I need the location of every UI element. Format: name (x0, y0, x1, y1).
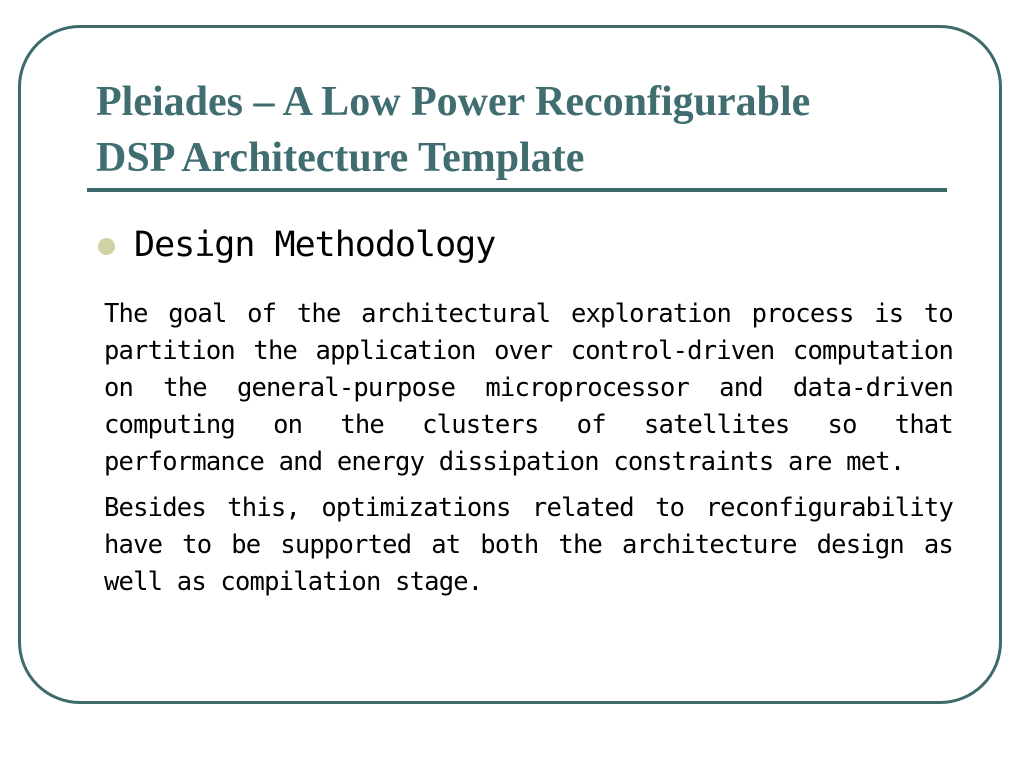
paragraph-1: The goal of the architectural exploration process is to partition the application over control-driven computation on the general-purpose microprocessor and data-driven computing on the clusters of satellites so that performance and energy dissipation constraints are met. (104, 299, 953, 477)
bullet-item (98, 221, 495, 269)
paragraph-2: Besides this, optimizations related to reconfigurability have to be supported at both the architecture design as well as compilation stage. (104, 493, 953, 597)
title-line-2: DSP Architecture Template (96, 135, 585, 181)
title-line-1: Pleiades – A Low Power Reconfigurable (96, 79, 811, 125)
body-text (104, 296, 953, 601)
title-divider (87, 188, 947, 192)
slide-title (96, 74, 956, 186)
bullet-text: Design Methodology (134, 225, 496, 265)
bullet-dot-icon (98, 238, 115, 255)
